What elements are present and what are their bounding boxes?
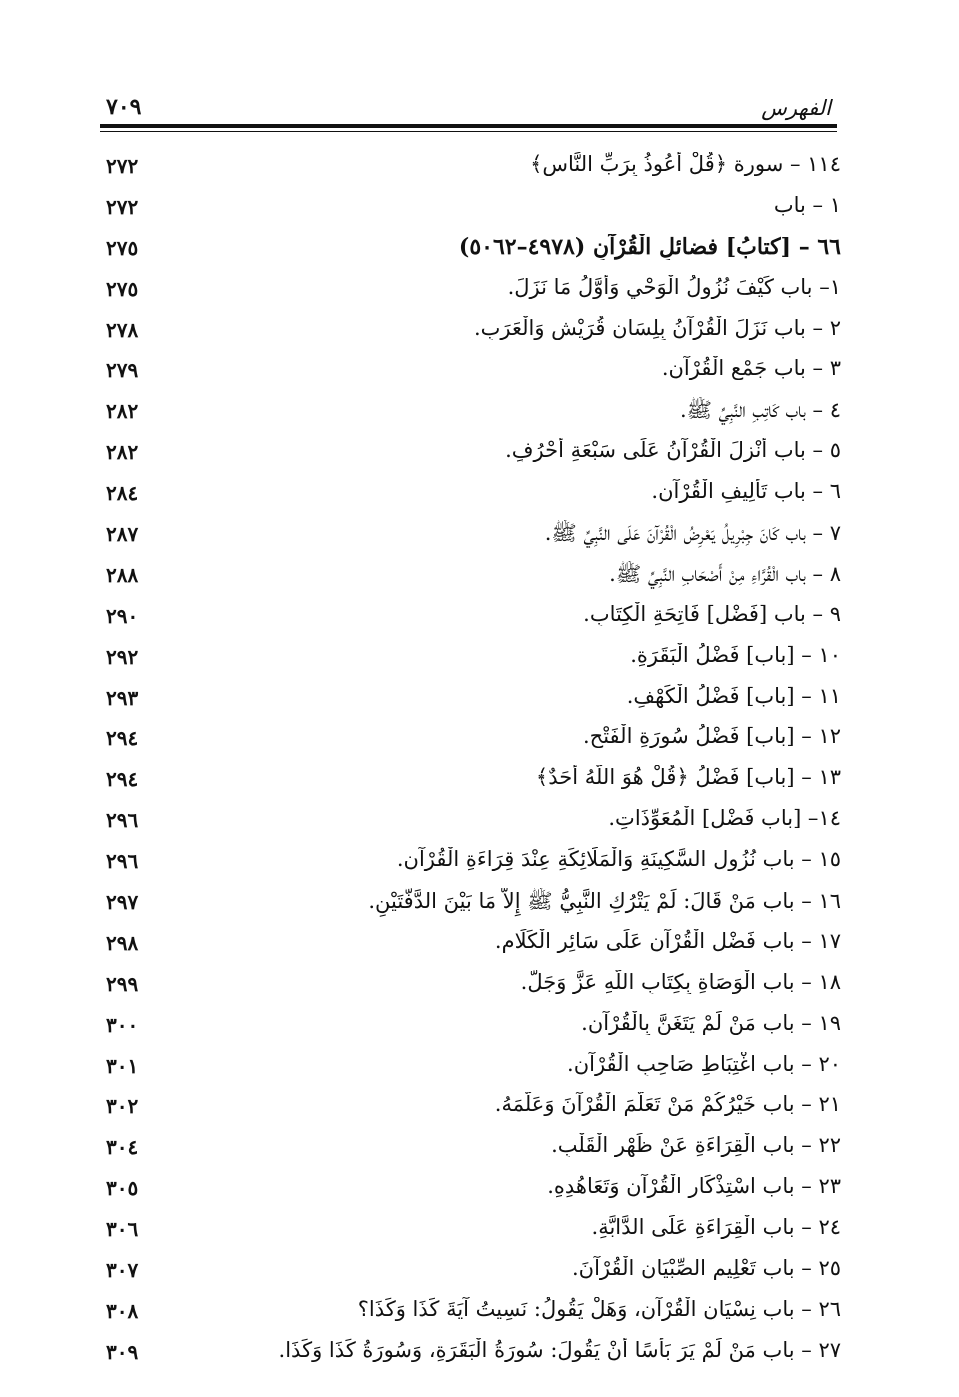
- toc-entry-page: ٢٧٥: [106, 235, 139, 260]
- toc-entry-page: ٣٠٨: [106, 1298, 139, 1323]
- toc-entry-text: ٢ – باب نَزَلَ الْقُرْآنُ بِلِسَانِ قُرَيْشٍ وَالْعَرَبِ.: [473, 315, 841, 340]
- toc-entry-page: ٣٠٠: [106, 1012, 139, 1037]
- toc-row: [100, 804, 841, 845]
- header-rule-thin: [100, 131, 837, 132]
- toc-row: [100, 1009, 841, 1050]
- toc-entry-page: ٢٧٩: [106, 358, 139, 383]
- toc-row: [100, 682, 841, 723]
- toc-entry-text: ١– باب كَيْفَ نُزُولُ الْوَحْيِ وَأَوَّلُ مَا نَزَلَ.: [507, 274, 841, 299]
- toc-entry-page: ٢٨٨: [106, 562, 139, 587]
- toc-chapter-row: [100, 232, 841, 273]
- toc-entry-text: ١٥ – باب نُزُولِ السَّكِينَةِ وَالْمَلَائِكَةِ عِنْدَ قِرَاءَةِ الْقُرْآنِ.: [396, 847, 841, 872]
- toc-row: [100, 722, 841, 763]
- toc-entry-text: ١٧ – باب فَضْلِ الْقُرْآنِ عَلَى سَائِرِ الْكَلَامِ.: [494, 928, 841, 953]
- toc-entry-page: ٢٩٨: [106, 930, 139, 955]
- toc-entry-page: ٢٩٢: [106, 644, 139, 669]
- toc-entry-text: ٨ – باب الْقُرَّاءِ مِنْ أَصْحَابِ النَّبِيِّ ﷺ.: [609, 561, 841, 586]
- toc-entry-text: ٢٧ – باب مَنْ لَمْ يَرَ بَأْسًا أَنْ يَقُولَ: سُورَةُ الْبَقَرَةِ، وَسُورَةُ كَذَا وَكَذَا.: [278, 1337, 841, 1362]
- toc-row: [100, 968, 841, 1009]
- toc-entry-page: ٢٨٢: [106, 399, 139, 424]
- toc-row: [100, 273, 841, 314]
- toc-entry-text: ٧ – باب كَانَ جِبْرِيلُ يَعْرِضُ الْقُرْآنَ عَلَى النَّبِيِّ ﷺ.: [544, 521, 841, 546]
- toc-entry-page: ٢٩٦: [106, 849, 139, 874]
- toc-row: [100, 1336, 841, 1377]
- toc-row: [100, 559, 841, 600]
- toc-row: [100, 1090, 841, 1131]
- toc-entry-text: ٩ – باب [فَضْلِ] فَاتِحَةِ الْكِتَابِ.: [583, 601, 841, 626]
- toc-row: [100, 518, 841, 559]
- toc-entry-page: ٢٧٢: [106, 154, 139, 178]
- toc-row: [100, 1050, 841, 1091]
- toc-entry-text: ١٩ – باب مَنْ لَمْ يَتَغَنَّ بِالْقُرْآنِ.: [581, 1010, 841, 1035]
- toc-chapter-title: ٦٦ – [كتابُ] فضائلِ الْقُرْآنِ (٤٩٧٨–٥٠٦٢): [458, 233, 841, 260]
- toc-entry-page: ٢٩٠: [106, 603, 139, 628]
- toc-entry-page: ٢٧٨: [106, 317, 139, 342]
- toc-entry-page: ٢٩٤: [106, 767, 139, 792]
- toc-entry-text: ١ – باب: [773, 192, 841, 217]
- header-title: الفهرس: [761, 96, 831, 120]
- toc-entry-page: ٢٩٦: [106, 808, 139, 833]
- toc-entry-page: ٢٨٤: [106, 481, 139, 506]
- toc-entry-page: ٢٨٧: [106, 522, 139, 547]
- toc-row: [100, 314, 841, 355]
- toc-row: [100, 886, 841, 927]
- toc-entry-text: ٦ – باب تَأْلِيفِ الْقُرْآنِ.: [651, 479, 841, 504]
- toc-entry-text: ٢١ – باب خَيْرُكُمْ مَنْ تَعَلَّمَ الْقُرْآنَ وَعَلَّمَهُ.: [494, 1092, 841, 1117]
- toc-row: [100, 1254, 841, 1295]
- toc-row: [100, 927, 841, 968]
- toc-row: [100, 150, 841, 191]
- toc-entry-page: ٢٧٥: [106, 276, 139, 301]
- toc-entry-text: ٣ – باب جَمْعِ الْقُرْآنِ.: [661, 356, 841, 381]
- toc-row: [100, 1172, 841, 1213]
- toc-entry-text: ١٨ – باب الْوَصَاةِ بِكِتَابِ اللَّهِ عَزَّ وَجَلَّ.: [520, 969, 841, 994]
- toc-entry-text: ١٣ – [باب] فَضْلُ ﴿قُلْ هُوَ اللَّهُ أَحَدٌ﴾: [535, 765, 841, 790]
- header-rule-thick: [100, 124, 837, 128]
- toc-entry-page: ٢٩٩: [106, 971, 139, 996]
- toc-entry-text: ١٤– [باب فَضْلِ] الْمُعَوِّذَاتِ.: [608, 806, 841, 831]
- toc-entry-page: ٣٠٦: [106, 1217, 139, 1242]
- toc-entry-page: ٢٩٧: [106, 890, 139, 915]
- toc-row: [100, 1295, 841, 1336]
- toc-entry-page: ٣٠٩: [106, 1339, 139, 1364]
- page-header: [100, 86, 837, 126]
- toc-row: [100, 354, 841, 395]
- toc-row: [100, 600, 841, 641]
- toc-entry-text: ١٦ – باب مَنْ قَالَ: لَمْ يَتْرُكِ النَّبِيُّ ﷺ إِلاَّ مَا بَيْنَ الدَّفَّتَيْنِ.: [368, 889, 841, 914]
- toc-entry-text: ٤ – باب كَاتِبِ النَّبِيِّ ﷺ.: [679, 398, 841, 423]
- toc-entry-text: ٢٤ – باب الْقِرَاءَةِ عَلَى الدَّابَّةِ.: [591, 1215, 841, 1240]
- toc-row: [100, 1213, 841, 1254]
- toc-row: [100, 1131, 841, 1172]
- toc-entry-text: ١١٤ – سورة ﴿قُلْ أَعُوذُ بِرَبِّ النَّاسِ﴾: [530, 152, 841, 176]
- toc-row: [100, 477, 841, 518]
- toc-entry-page: ٣٠٤: [106, 1135, 139, 1160]
- toc-row: [100, 191, 841, 232]
- toc-entry-page: ٢٨٢: [106, 440, 139, 465]
- toc-entry-page: ٣٠٧: [106, 1258, 139, 1283]
- toc-entry-page: ٣٠٢: [106, 1094, 139, 1119]
- toc-entry-page: ٢٩٣: [106, 685, 139, 710]
- toc-row: [100, 641, 841, 682]
- toc-entry-text: ٢٠ – باب اغْتِبَاطِ صَاحِبِ الْقُرْآنِ.: [567, 1051, 841, 1076]
- toc-row: [100, 845, 841, 886]
- toc-entry-text: ٢٦ – باب نِسْيَانِ الْقُرْآنِ، وَهَلْ يَقُولُ: نَسِيتُ آيَةَ كَذَا وَكَذَا؟: [357, 1296, 841, 1321]
- toc-row: [100, 395, 841, 436]
- toc-entry-text: ٥ – باب أُنْزِلَ الْقُرْآنُ عَلَى سَبْعَةِ أَحْرُفٍ.: [505, 438, 841, 463]
- toc-entry-text: ١٢ – [باب] فَضْلُ سُورَةِ الْفَتْحِ.: [582, 724, 841, 749]
- toc-entry-text: ٢٢ – باب الْقِرَاءَةِ عَنْ ظَهْرِ الْقَلْبِ.: [551, 1133, 841, 1158]
- toc-entry-page: ٣٠١: [106, 1053, 139, 1078]
- header-page-number: ٧٠٩: [106, 94, 142, 120]
- toc-entry-text: ١١ – [باب] فَضْلُ الْكَهْفِ.: [626, 683, 841, 708]
- toc-row: [100, 763, 841, 804]
- toc-entry-page: ٢٩٤: [106, 726, 139, 751]
- toc-entry-text: ٢٣ – باب اسْتِذْكَارِ الْقُرْآنِ وَتَعَاهُدِهِ.: [547, 1174, 841, 1199]
- toc-entry-text: ٢٥ – باب تَعْلِيمِ الصِّبْيَانِ الْقُرْآنَ.: [571, 1256, 841, 1281]
- toc-row: [100, 436, 841, 477]
- toc-entry-text: ١٠ – [باب] فَضْلُ الْبَقَرَةِ.: [630, 642, 841, 667]
- toc-entry-page: ٢٧٢: [106, 194, 139, 219]
- toc-entry-page: ٣٠٥: [106, 1176, 139, 1201]
- toc-list: [100, 150, 841, 1377]
